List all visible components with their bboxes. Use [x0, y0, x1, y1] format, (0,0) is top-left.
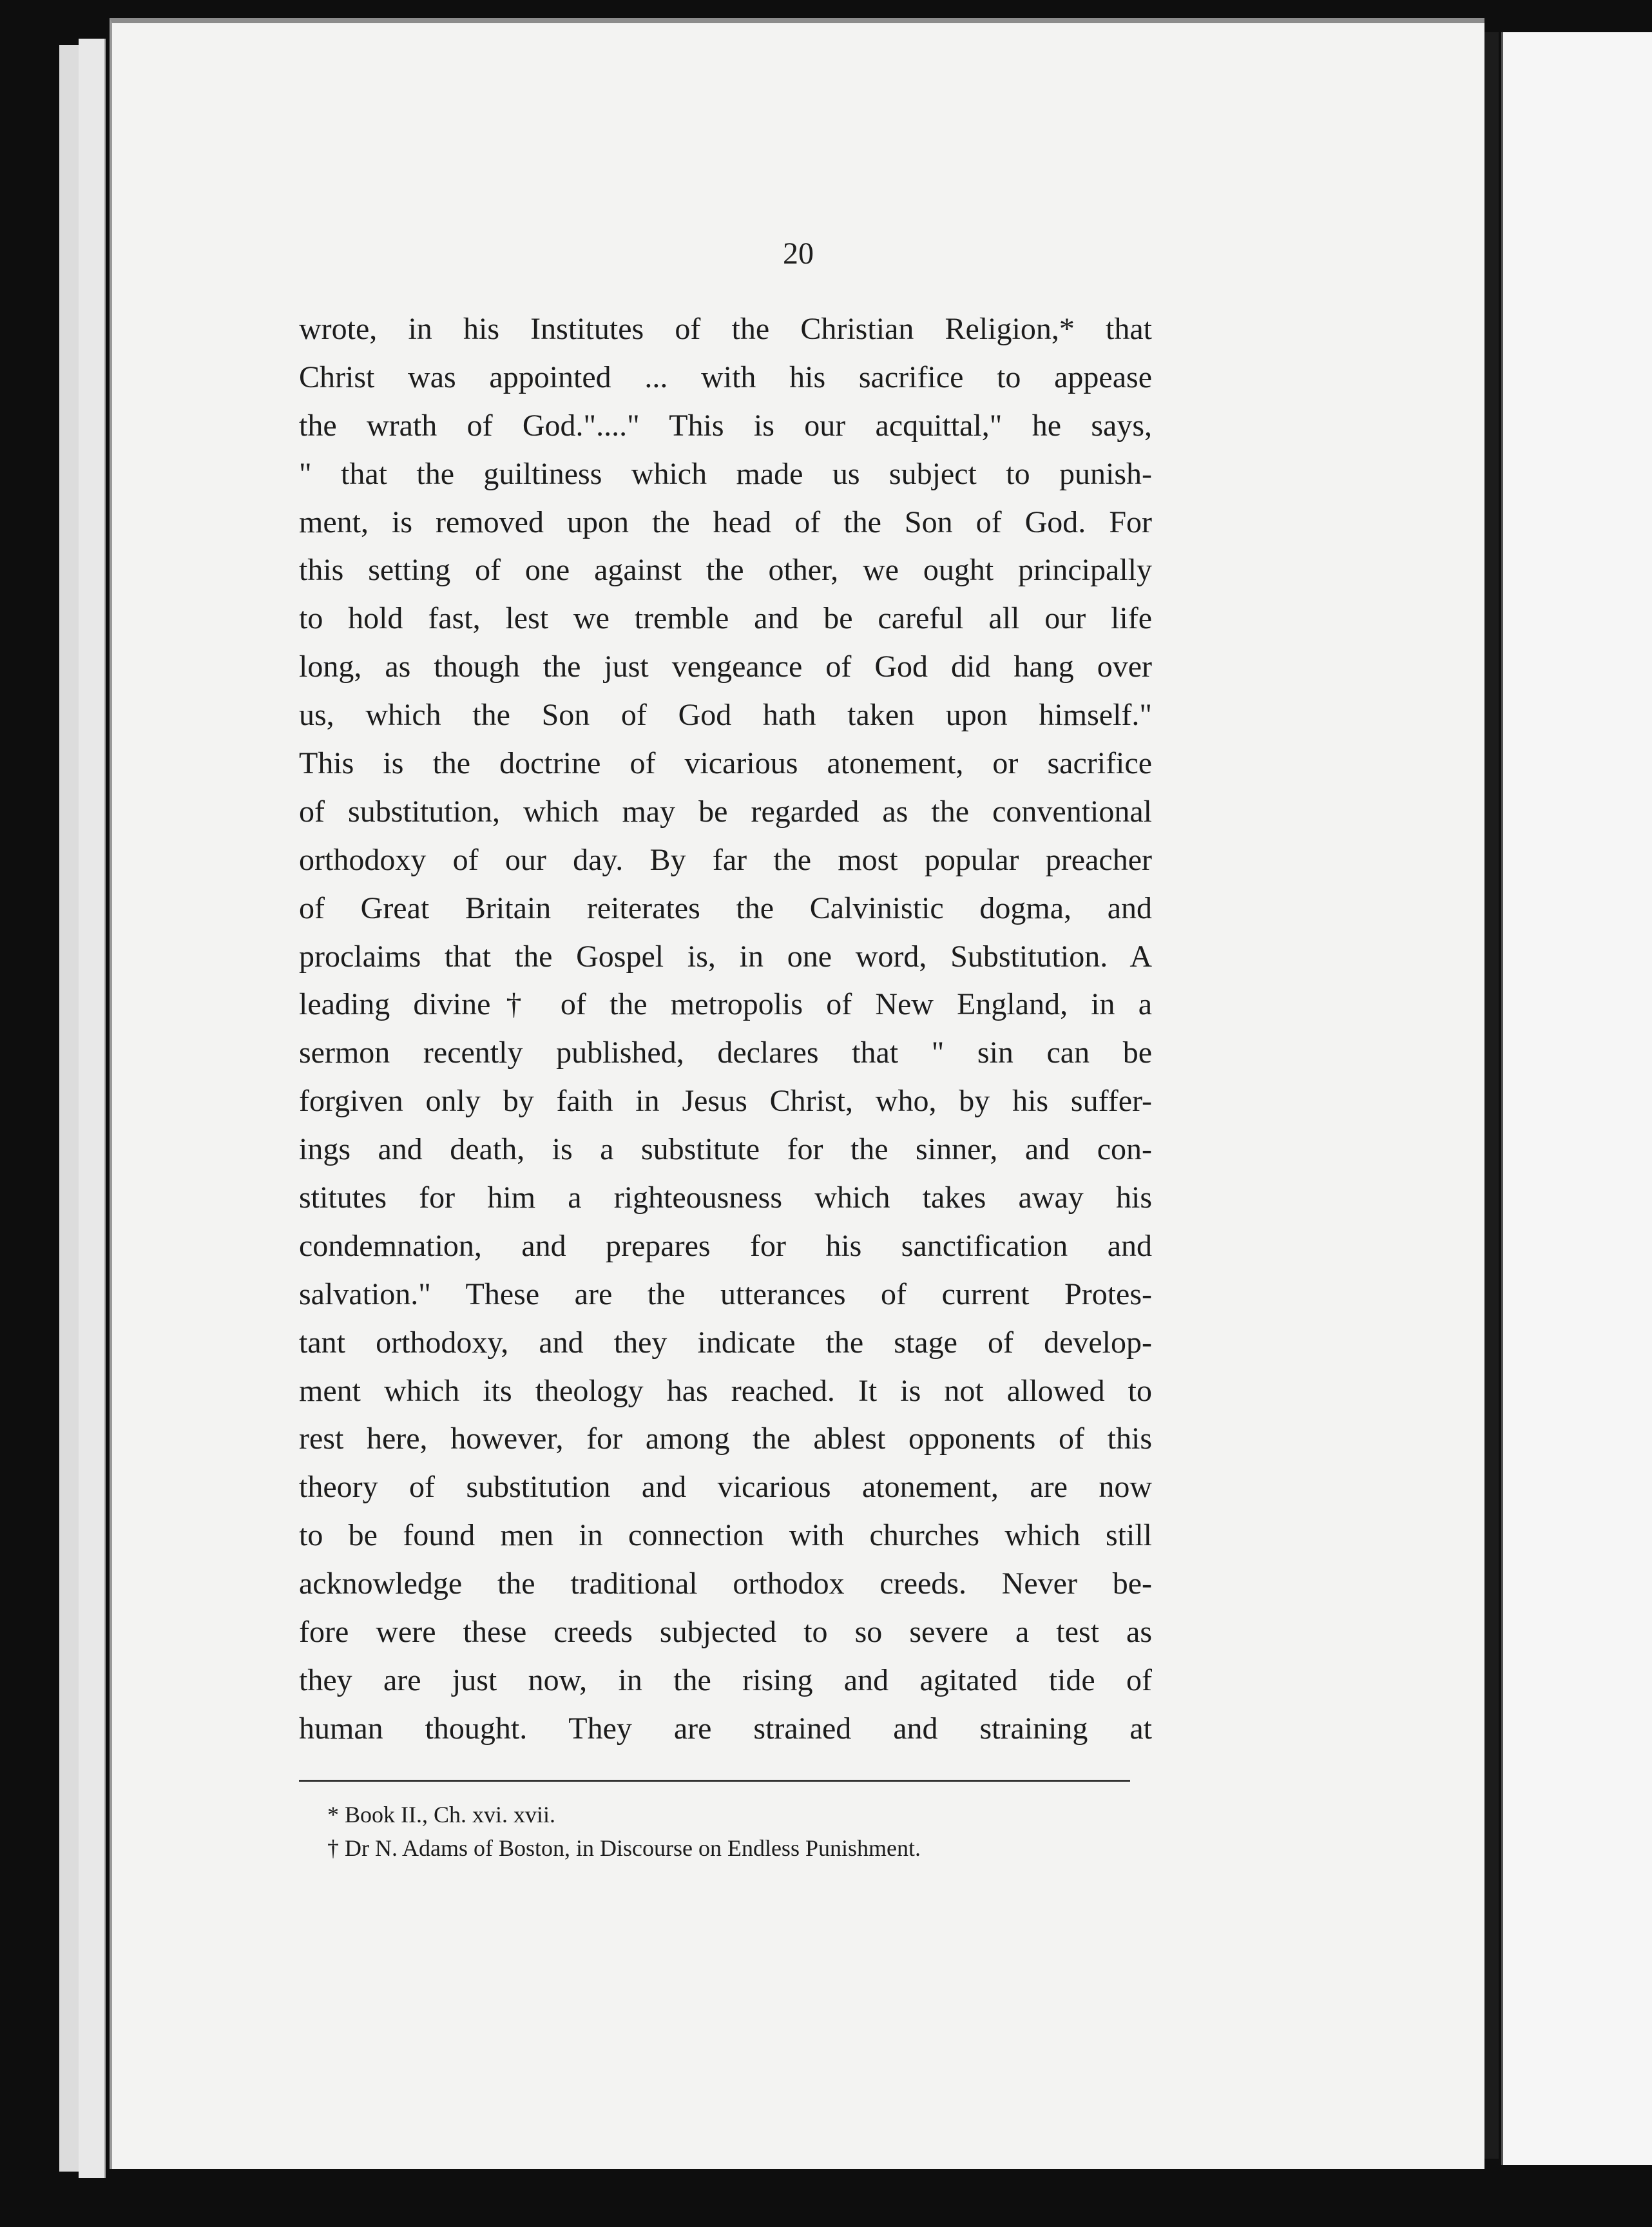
text-line: of Great Britain reiterates the Calvinistic dogma, and	[299, 891, 1152, 925]
text-line: sermon recently published, declares that " sin can be	[299, 1036, 1152, 1070]
text-line: fore were these creeds subjected to so severe a test as	[299, 1615, 1152, 1650]
text-line: human thought. They are strained and straining at	[299, 1711, 1152, 1746]
text-line: leading divine† of the metropolis of New England, in a	[299, 987, 1152, 1022]
text-line: they are just now, in the rising and agitated tide of	[299, 1663, 1152, 1697]
text-line: this setting of one against the other, we ought principally	[299, 553, 1152, 588]
text-line: rest here, however, for among the ablest opponents of this	[299, 1422, 1152, 1456]
text-line: ings and death, is a substitute for the sinner, and con-	[299, 1132, 1152, 1167]
left-page-edge-inner	[79, 39, 106, 2178]
text-line: the wrath of God."...." This is our acquittal," he says,	[299, 408, 1152, 443]
footnote: † Dr N. Adams of Boston, in Discourse on Endless Punishment.	[327, 1835, 921, 1861]
text-line: ment, is removed upon the head of the Son of God. For	[299, 505, 1152, 539]
text-line: long, as though the just vengeance of God did hang over	[299, 650, 1152, 684]
text-line: condemnation, and prepares for his sanctification and	[299, 1228, 1152, 1263]
text-line: proclaims that the Gospel is, in one word, Substitution. A	[299, 939, 1152, 974]
footnotes	[327, 1798, 1229, 1865]
text-line: salvation." These are the utterances of current Protes-	[299, 1277, 1152, 1311]
facing-page	[1501, 32, 1652, 2165]
text-line: tant orthodoxy, and they indicate the stage of develop-	[299, 1325, 1152, 1360]
footnote: * Book II., Ch. xvi. xvii.	[327, 1802, 556, 1827]
text-line: theory of substitution and vicarious atonement, are now	[299, 1470, 1152, 1505]
text-line: to be found men in connection with churches which still	[299, 1518, 1152, 1553]
footnote-divider	[299, 1780, 1130, 1782]
text-line: Christ was appointed ... with his sacrifice to appease	[299, 360, 1152, 394]
text-line: forgiven only by faith in Jesus Christ, who, by his suffer-	[299, 1084, 1152, 1119]
text-line: ment which its theology has reached. It is not allowed to	[299, 1373, 1152, 1408]
text-line: to hold fast, lest we tremble and be careful all our life	[299, 601, 1152, 636]
text-line: stitutes for him a righteousness which takes away his	[299, 1181, 1152, 1215]
page-number: 20	[783, 236, 814, 271]
body-text	[299, 305, 1152, 1753]
text-line: " that the guiltiness which made us subject to punish-	[299, 456, 1152, 491]
text-line: This is the doctrine of vicarious atonement, or sacrifice	[299, 746, 1152, 781]
text-line: orthodoxy of our day. By far the most popular preacher	[299, 842, 1152, 877]
text-line: acknowledge the traditional orthodox creeds. Never be-	[299, 1567, 1152, 1601]
text-line: us, which the Son of God hath taken upon himself."	[299, 698, 1152, 733]
text-line: of substitution, which may be regarded as the conventional	[299, 794, 1152, 829]
text-line: wrote, in his Institutes of the Christian Religion,* that	[299, 312, 1152, 346]
